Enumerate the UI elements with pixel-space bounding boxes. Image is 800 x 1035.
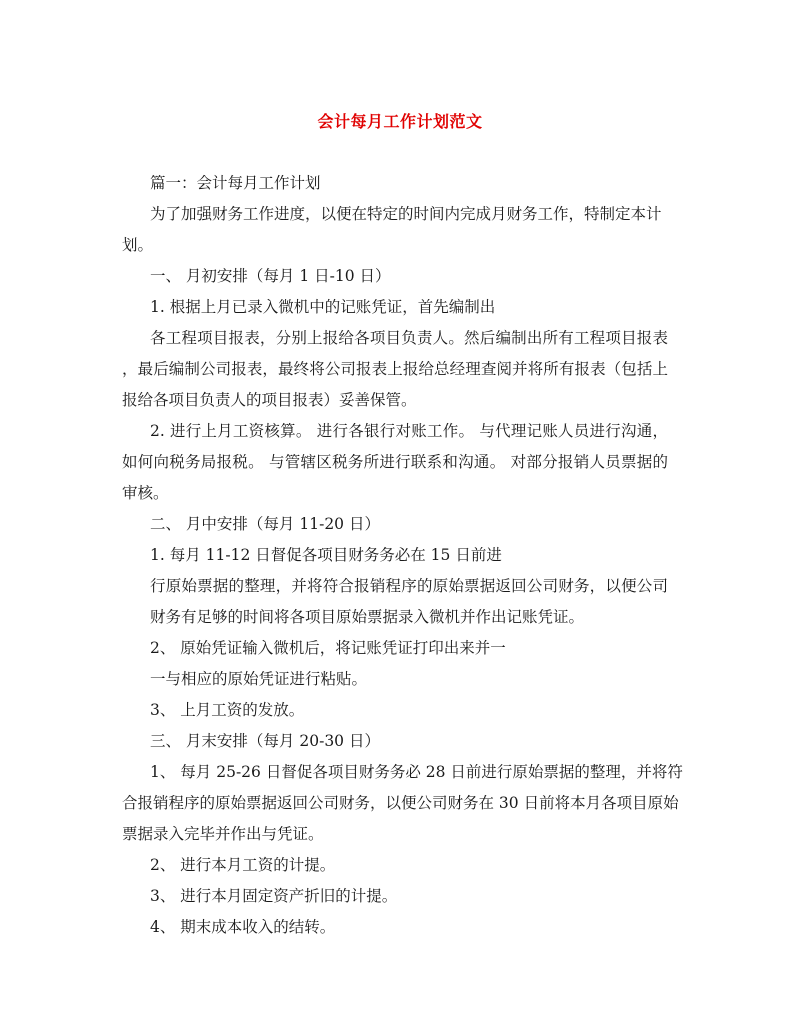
- paragraph-line: 票据录入完毕并作出与凭证。: [122, 825, 324, 843]
- paragraph-line: 1. 根据上月已录入微机中的记账凭证，首先编制出: [150, 298, 496, 316]
- section-heading: 三、 月末安排（每月 20-30 日）: [150, 732, 380, 750]
- paragraph-line: 1. 每月 11-12 日督促各项目财务务必在 15 日前进: [150, 546, 502, 564]
- paragraph-line: 2. 进行上月工资核算。 进行各银行对账工作。 与代理记账人员进行沟通，: [150, 422, 668, 440]
- paragraph-line: 合报销程序的原始票据返回公司财务，以便公司财务在 30 日前将本月各项目原始: [122, 794, 679, 812]
- paragraph-line: 划。: [122, 236, 154, 254]
- paragraph-line: 2、 进行本月工资的计提。: [150, 856, 336, 874]
- section-heading: 二、 月中安排（每月 11-20 日）: [150, 515, 380, 533]
- paragraph-line: 一与相应的原始凭证进行粘贴。: [150, 670, 368, 688]
- document-title: 会计每月工作计划范文: [317, 112, 483, 131]
- paragraph-line: 2、 原始凭证输入微机后，将记账凭证打印出来并一: [150, 639, 506, 657]
- paragraph-line: 财务有足够的时间将各项目原始票据录入微机并作出记账凭证。: [150, 608, 585, 626]
- section-heading: 篇一：会计每月工作计划: [150, 174, 321, 192]
- paragraph-line: 3、 进行本月固定资产折旧的计提。: [150, 887, 398, 905]
- paragraph-line: ，最后编制公司报表，最终将公司报表上报给总经理查阅并将所有报表（包括上: [122, 360, 668, 378]
- paragraph-line: 行原始票据的整理，并将符合报销程序的原始票据返回公司财务，以便公司: [150, 577, 668, 595]
- paragraph-line: 如何向税务局报税。 与管辖区税务所进行联系和沟通。 对部分报销人员票据的: [122, 453, 668, 471]
- section-heading: 一、 月初安排（每月 1 日-10 日）: [150, 267, 391, 285]
- paragraph-line: 1、 每月 25-26 日督促各项目财务务必 28 日前进行原始票据的整理，并将符: [150, 763, 683, 781]
- paragraph-line: 3、 上月工资的发放。: [150, 701, 305, 719]
- paragraph-line: 各工程项目报表，分别上报给各项目负责人。然后编制出所有工程项目报表: [150, 329, 668, 347]
- paragraph-line: 为了加强财务工作进度，以便在特定的时间内完成月财务工作，特制定本计: [150, 205, 662, 223]
- paragraph-line: 审核。: [122, 484, 169, 502]
- paragraph-line: 报给各项目负责人的项目报表）妥善保管。: [122, 391, 417, 409]
- paragraph-line: 4、 期末成本收入的结转。: [150, 918, 336, 936]
